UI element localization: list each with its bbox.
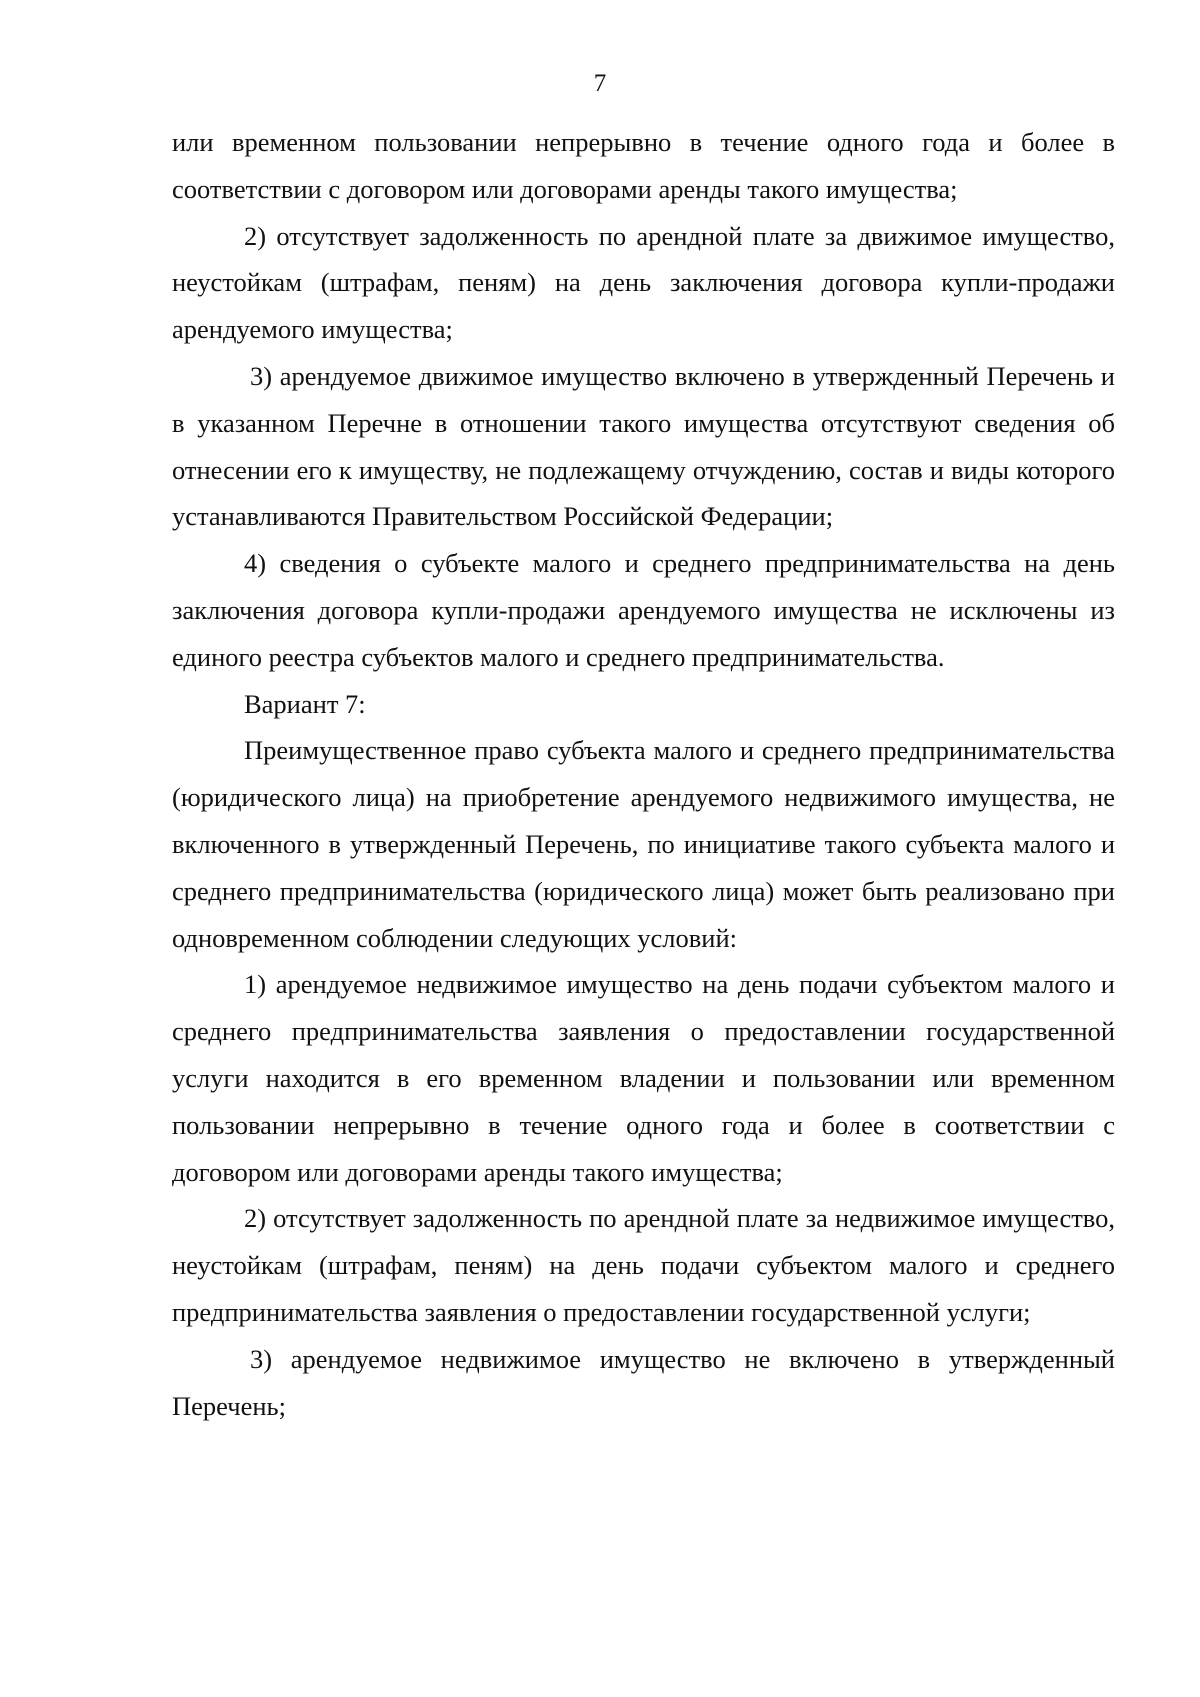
paragraph-item-3-immovable: 3) арендуемое недвижимое имущество не включено в утвержденный Перечень; bbox=[172, 1343, 1115, 1421]
paragraph-preemptive-right: Преимущественное право субъекта малого и среднего предпринимательства (юридического лица) на приобретение арендуемого недвижимого имущества, не включенного в утвержденный Перечень, по инициативе такого субъекта малого и среднего предпринимательства (юридического лица) может быть реализовано при одновременном соблюдении следующих условий: bbox=[172, 735, 1115, 953]
paragraph-item-3-movable: 3) арендуемое движимое имущество включено в утвержденный Перечень и в указанном Перечне в отношении такого имущества отсутствуют сведения об отнесении его к имуществу, не подлежащему отчуждению, состав и виды которого устанавливаются Правительством Российской Федерации; bbox=[172, 360, 1115, 532]
paragraph-item-4-registry: 4) сведения о субъекте малого и среднего предпринимательства на день заключения договора купли-продажи арендуемого имущества не исключены из единого реестра субъектов малого и среднего предпринимательства. bbox=[172, 548, 1115, 672]
document-body bbox=[172, 119, 1115, 1429]
paragraph-continuation: или временном пользовании непрерывно в течение одного года и более в соответствии с договором или договорами аренды такого имущества; bbox=[172, 127, 1115, 204]
variant-heading: Вариант 7: bbox=[244, 688, 366, 719]
paragraph-item-2-immovable: 2) отсутствует задолженность по арендной плате за недвижимое имущество, неустойкам (штрафам, пеням) на день подачи субъектом малого и среднего предпринимательства заявления о предоставлении государственной услуги; bbox=[172, 1203, 1115, 1327]
paragraph-item-2-movable: 2) отсутствует задолженность по арендной плате за движимое имущество, неустойкам (штрафам, пеням) на день заключения договора купли-продажи арендуемого имущества; bbox=[172, 220, 1115, 345]
paragraph-item-1-immovable: 1) арендуемое недвижимое имущество на день подачи субъектом малого и среднего предпринимательства заявления о предоставлении государственной услуги находится в его временном владении и пользовании или временном пользовании непрерывно в течение одного года и более в соответствии с договором или договорами аренды такого имущества; bbox=[172, 969, 1115, 1187]
page-number: 7 bbox=[593, 70, 607, 97]
